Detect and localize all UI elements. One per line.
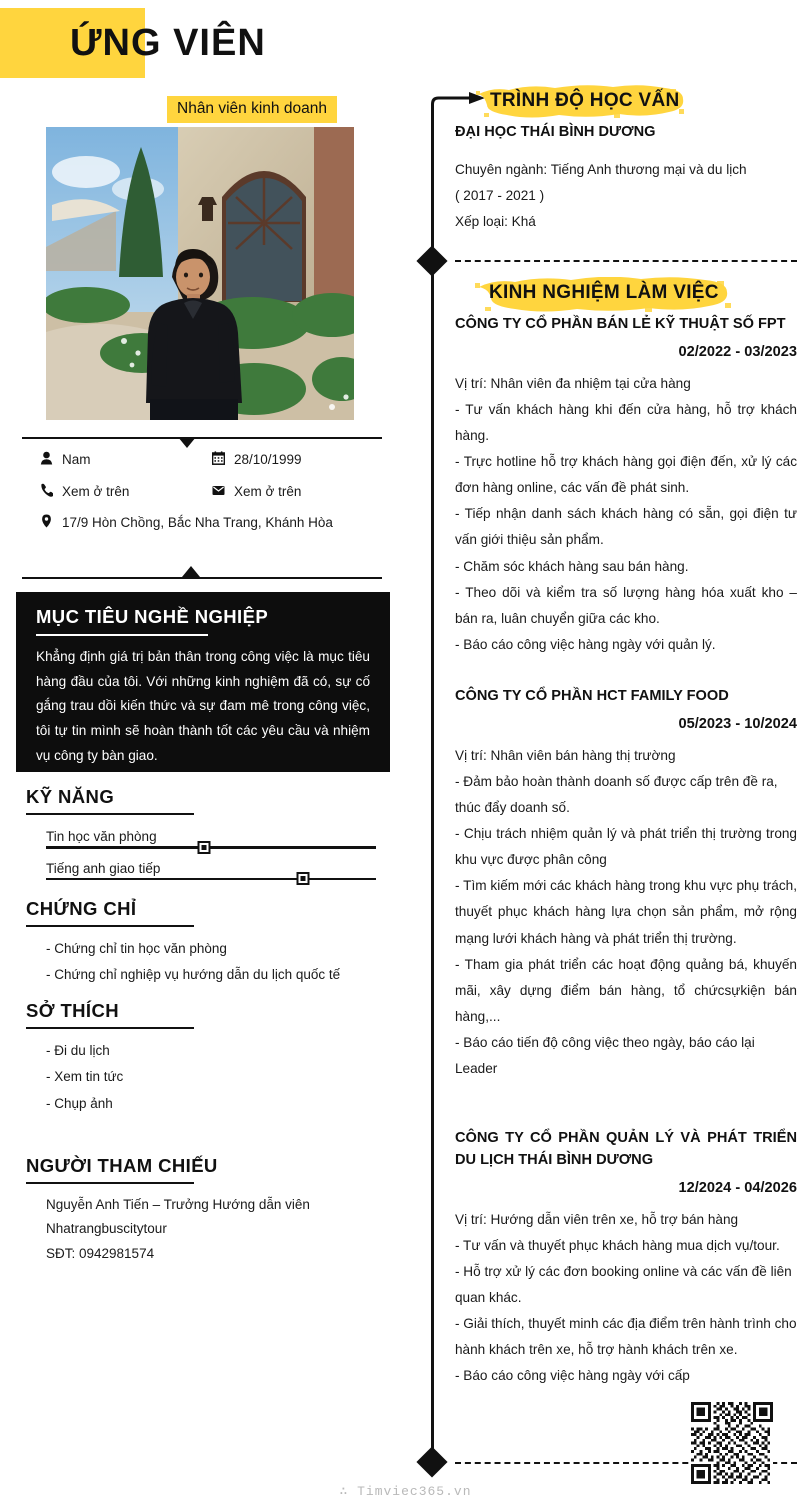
list-item: - Chụp ảnh — [46, 1095, 113, 1111]
job-bullet: - Chịu trách nhiệm quản lý và phát triển thị trường trong khu vực được phân công — [455, 826, 797, 868]
job-details — [455, 1207, 797, 1390]
education-details — [455, 157, 797, 235]
list-item: - Xem tin tức — [46, 1069, 124, 1085]
reference-details — [26, 1193, 396, 1266]
contact-email-value: Xem ở trên — [234, 483, 302, 499]
education-line: Xếp loại: Khá — [455, 214, 536, 230]
job-bullet: - Chăm sóc khách hàng sau bán hàng. — [455, 558, 689, 574]
certificates-underline — [26, 925, 194, 927]
reference-company: Nhatrangbuscitytour — [46, 1221, 167, 1237]
reference-underline — [26, 1182, 194, 1184]
calendar-icon — [212, 450, 234, 465]
experience-heading-wrap — [473, 277, 735, 310]
job-bullet: - Đảm bảo hoàn thành doanh số được cấp trên đề ra, thúc đẩy doanh số. — [455, 773, 778, 816]
location-pin-icon — [40, 513, 62, 528]
contact-phone-value: Xem ở trên — [62, 483, 130, 499]
contact-divider-bottom — [22, 577, 382, 579]
reference-section — [26, 1155, 396, 1266]
job-position: Vị trí: Nhân viên đa nhiệm tại cửa hàng — [455, 375, 691, 391]
hobbies-heading: SỞ THÍCH — [26, 1000, 119, 1021]
experience-job — [455, 314, 797, 658]
job-position: Vị trí: Hướng dẫn viên trên xe, hỗ trợ bán hàng — [455, 1211, 739, 1227]
contact-row-3 — [40, 513, 390, 533]
divider-triangle-up-icon — [182, 566, 200, 577]
contact-row-2 — [40, 482, 390, 502]
skill-item — [26, 829, 396, 849]
experience-heading: KINH NGHIỆM LÀM VIỆC — [489, 282, 719, 303]
reference-phone: SĐT: 0942981574 — [46, 1245, 155, 1261]
job-dates: 02/2022 - 03/2023 — [678, 343, 797, 360]
qr-code — [691, 1402, 773, 1484]
contact-address-value: 17/9 Hòn Chồng, Bắc Nha Trang, Khánh Hòa — [62, 515, 333, 531]
job-bullet: - Tham gia phát triển các hoạt động quảng bá, khuyến mãi, xây dựng điểm bán hàng, tổ chứcsựkiện bán hàng,... — [455, 956, 797, 1024]
skills-underline — [26, 813, 194, 815]
job-details — [455, 371, 797, 658]
hobbies-list — [26, 1038, 396, 1117]
job-bullet: - Báo cáo công việc hàng ngày với quản lý. — [455, 636, 716, 652]
objective-section — [16, 592, 390, 772]
certificates-list — [26, 936, 396, 989]
job-bullet: - Hỗ trợ xử lý các đơn booking online và các vấn đề liên quan khác. — [455, 1263, 792, 1306]
job-dates: 05/2023 - 10/2024 — [678, 715, 797, 732]
job-bullet: - Trực hotline hỗ trợ khách hàng gọi điện đến, xử lý các đơn hàng online, các vấn đề phát sinh. — [455, 454, 797, 496]
education-entry — [455, 122, 797, 235]
objective-heading: MỤC TIÊU NGHỀ NGHIỆP — [36, 606, 269, 627]
objective-text: Khẳng định giá trị bản thân trong công việc là mục tiêu hàng đầu của tôi. Với những kinh nghiệm đã có, sự cố gắng trau dồi kiến thức và sự đam mê trong công việc, tôi tự tin mình sẽ hoàn thành tốt các yêu cầu và nhiệm vụ công ty bàn giao. — [36, 649, 370, 763]
list-item: - Đi du lịch — [46, 1043, 110, 1058]
skills-heading: KỸ NĂNG — [26, 786, 115, 807]
right-column — [410, 0, 811, 1507]
job-title-text: Nhân viên kinh doanh — [177, 100, 327, 117]
skill-item — [26, 861, 396, 881]
candidate-photo — [46, 127, 354, 420]
education-heading-wrap — [474, 85, 696, 118]
contact-gender-value: Nam — [62, 452, 91, 467]
timeline-line — [431, 104, 434, 1466]
job-bullet: - Tư vấn khách hàng khi đến cửa hàng, hỗ trợ khách hàng. — [455, 401, 797, 444]
education-line: Chuyên ngành: Tiếng Anh thương mại và du lịch — [455, 161, 747, 177]
hobbies-section — [26, 1000, 396, 1117]
contact-dob-value: 28/10/1999 — [234, 452, 302, 467]
skill-slider-handle[interactable] — [297, 872, 310, 885]
contact-address — [40, 513, 360, 533]
reference-name: Nguyễn Anh Tiến – Trưởng Hướng dẫn viên — [46, 1197, 310, 1212]
objective-underline — [36, 634, 208, 636]
footer-watermark: ∴ Timviec365.vn — [339, 1484, 472, 1499]
envelope-icon — [212, 482, 234, 497]
skill-slider[interactable] — [46, 878, 376, 881]
job-company: CÔNG TY CỔ PHẦN BÁN LẺ KỸ THUẬT SỐ FPT — [455, 316, 786, 332]
job-bullet: - Tìm kiếm mới các khách hàng trong khu vực phụ trách, thuyết phục khách hàng lựa chọn sản phẩm, mở rộng mạng lưới khách hàng và phát triển thị trường. — [455, 878, 797, 946]
divider-triangle-down-icon — [178, 437, 196, 448]
contact-info — [40, 450, 390, 545]
list-item: - Chứng chỉ nghiệp vụ hướng dẫn du lịch quốc tế — [46, 967, 341, 983]
contact-dob — [212, 450, 384, 470]
reference-heading: NGƯỜI THAM CHIẾU — [26, 1155, 218, 1176]
job-bullet: - Tiếp nhận danh sách khách hàng có sẵn, gọi điện tư vấn giới thiệu sản phẩm. — [455, 506, 797, 548]
timeline-marker — [416, 245, 447, 276]
job-company: CÔNG TY CỔ PHẦN HCT FAMILY FOOD — [455, 688, 729, 704]
job-bullet: - Báo cáo công việc hàng ngày với cấp — [455, 1368, 690, 1384]
contact-divider-top — [22, 437, 382, 439]
education-line: ( 2017 - 2021 ) — [455, 187, 545, 203]
contact-phone — [40, 482, 212, 502]
job-dates: 12/2024 - 04/2026 — [678, 1179, 797, 1196]
job-bullet: - Báo cáo tiến độ công việc theo ngày, báo cáo lại Leader — [455, 1034, 755, 1077]
list-item: - Chứng chỉ tin học văn phòng — [46, 941, 227, 956]
job-bullet: - Theo dõi và kiểm tra số lượng hàng hóa xuất kho – bán ra, luân chuyển giữa các kho. — [455, 584, 797, 626]
skill-slider[interactable] — [46, 846, 376, 849]
contact-gender — [40, 450, 212, 470]
job-company: CÔNG TY CỔ PHẦN QUẢN LÝ VÀ PHÁT TRIỂN DU LỊCH THÁI BÌNH DƯƠNG — [455, 1130, 797, 1168]
education-heading: TRÌNH ĐỘ HỌC VẤN — [490, 90, 680, 111]
skill-label: Tin học văn phòng — [46, 829, 157, 844]
experience-job — [455, 1128, 797, 1389]
hobbies-underline — [26, 1027, 194, 1029]
job-bullet: - Giải thích, thuyết minh các địa điểm trên hành trình cho hành khách trên xe, hỗ trợ hành khách trên xe. — [455, 1316, 797, 1358]
job-position: Vị trí: Nhân viên bán hàng thị trường — [455, 747, 676, 763]
certificates-heading: CHỨNG CHỈ — [26, 898, 137, 919]
experience-job — [455, 686, 797, 1082]
timeline-marker — [416, 1446, 447, 1477]
education-school: ĐẠI HỌC THÁI BÌNH DƯƠNG — [455, 124, 656, 140]
certificates-section — [26, 898, 396, 989]
contact-row-1 — [40, 450, 390, 470]
job-details — [455, 743, 797, 1082]
skills-list — [26, 829, 396, 880]
skill-label: Tiếng anh giao tiếp — [46, 860, 161, 876]
job-bullet: - Tư vấn và thuyết phục khách hàng mua dịch vụ/tour. — [455, 1237, 780, 1253]
skills-section — [26, 786, 396, 892]
phone-icon — [40, 482, 62, 497]
section-divider-dashed — [455, 260, 797, 262]
skill-slider-handle[interactable] — [198, 841, 211, 854]
person-icon — [40, 450, 62, 465]
contact-email — [212, 482, 384, 502]
page-title: ỨNG VIÊN — [70, 22, 266, 64]
